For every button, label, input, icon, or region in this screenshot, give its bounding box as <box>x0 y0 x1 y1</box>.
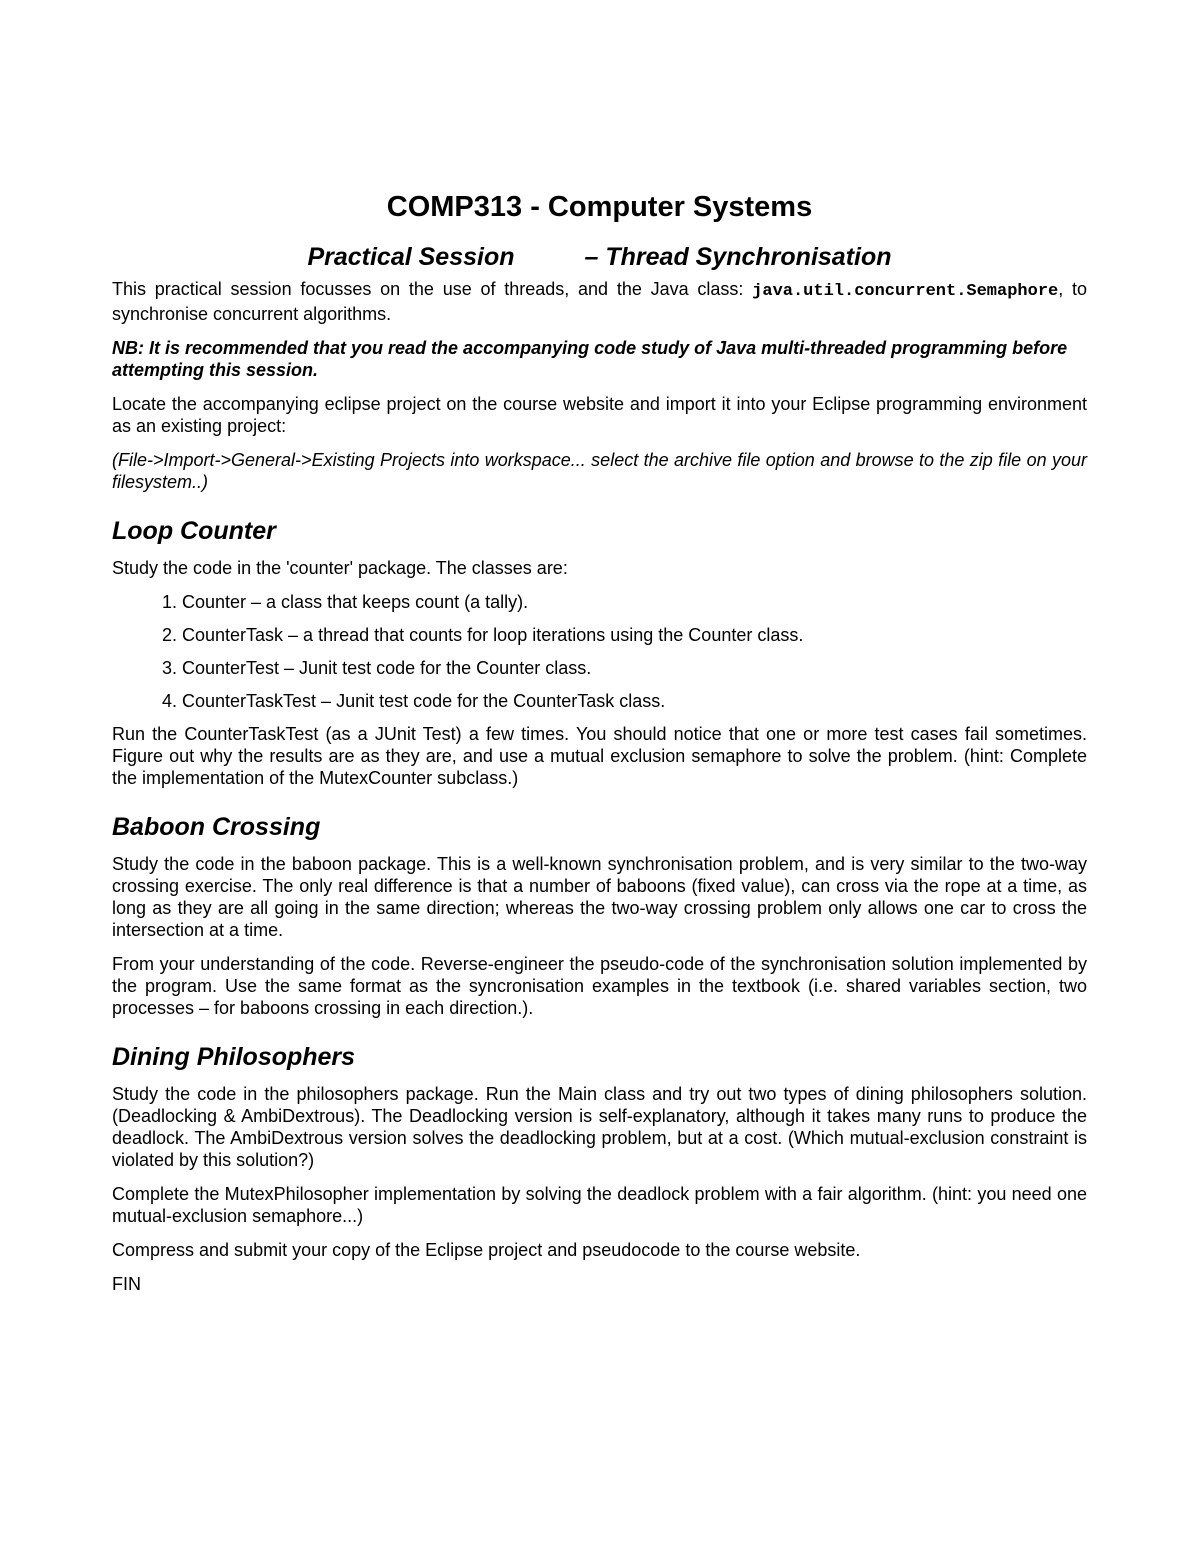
nb-note: NB: It is recommended that you read the accompanying code study of Java multi-threaded programming before attempting this session. <box>112 338 1068 380</box>
heading-loop-counter: Loop Counter <box>112 517 276 545</box>
list-item: 4. CounterTaskTest – Junit test code for the CounterTask class. <box>182 690 1087 712</box>
baboon-paragraph-2: From your understanding of the code. Reverse-engineer the pseudo-code of the synchronisation solution implemented by the program. Use the same format as the syncronisation examples in the textbook (i.e. shared variables section, two processes – for baboons crossing in each direction.). <box>112 954 1087 1018</box>
subtitle-right: – Thread Synchronisation <box>584 243 892 271</box>
fin-text: FIN <box>112 1274 141 1294</box>
loop-counter-body: Run the CounterTaskTest (as a JUnit Test) a few times. You should notice that one or more test cases fail sometimes. Figure out why the results are as they are, and use a mutual exclusion semaphore to solve the problem. (hint: Complete the implementation of the MutexCounter subclass.) <box>112 724 1087 788</box>
dining-paragraph-3: Compress and submit your copy of the Eclipse project and pseudocode to the course website. <box>112 1240 861 1260</box>
intro-text-after: , to synchronise concurrent algorithms. <box>112 279 1088 324</box>
dining-paragraph-2: Complete the MutexPhilosopher implementation by solving the deadlock problem with a fair algorithm. (hint: you need one mutual-exclusion semaphore...) <box>112 1184 1087 1226</box>
heading-dining-philosophers: Dining Philosophers <box>112 1043 356 1071</box>
locate-paragraph: Locate the accompanying eclipse project on the course website and import it into your Eclipse programming environment as an existing project: <box>112 394 1087 436</box>
intro-paragraph <box>112 278 1087 325</box>
document-page <box>112 188 1087 1307</box>
list-item: 1. Counter – a class that keeps count (a tally). <box>182 591 1087 613</box>
document-subtitle <box>112 240 1087 274</box>
document-title: COMP313 - Computer Systems <box>386 191 813 223</box>
import-instructions: (File->Import->General->Existing Projects into workspace... select the archive file option and browse to the zip file on your filesystem..) <box>112 450 1087 492</box>
counter-class-list <box>112 591 1087 712</box>
subtitle-left: Practical Session <box>307 243 515 271</box>
heading-baboon-crossing: Baboon Crossing <box>112 813 321 841</box>
semaphore-class-code: java.util.concurrent.Semaphore <box>752 282 1059 301</box>
baboon-paragraph-1: Study the code in the baboon package. This is a well-known synchronisation problem, and is very similar to the two-way crossing exercise. The only real difference is that a number of baboons (fixed value), can cross via the rope at a time, as long as they are all going in the same direction; whereas the two-way crossing problem only allows one car to cross the intersection at a time. <box>112 854 1087 940</box>
list-item: 3. CounterTest – Junit test code for the Counter class. <box>182 657 1087 679</box>
intro-text-before: This practical session focusses on the use of threads, and the Java class: <box>112 279 753 299</box>
dining-paragraph-1: Study the code in the philosophers package. Run the Main class and try out two types of dining philosophers solution. (Deadlocking & AmbiDextrous). The Deadlocking version is self-explanatory, although it takes many runs to produce the deadlock. The AmbiDextrous version solves the deadlocking problem, but at a cost. (Which mutual-exclusion constraint is violated by this solution?) <box>112 1084 1087 1170</box>
loop-counter-intro: Study the code in the 'counter' package. The classes are: <box>112 558 568 578</box>
list-item: 2. CounterTask – a thread that counts for loop iterations using the Counter class. <box>182 624 1087 646</box>
